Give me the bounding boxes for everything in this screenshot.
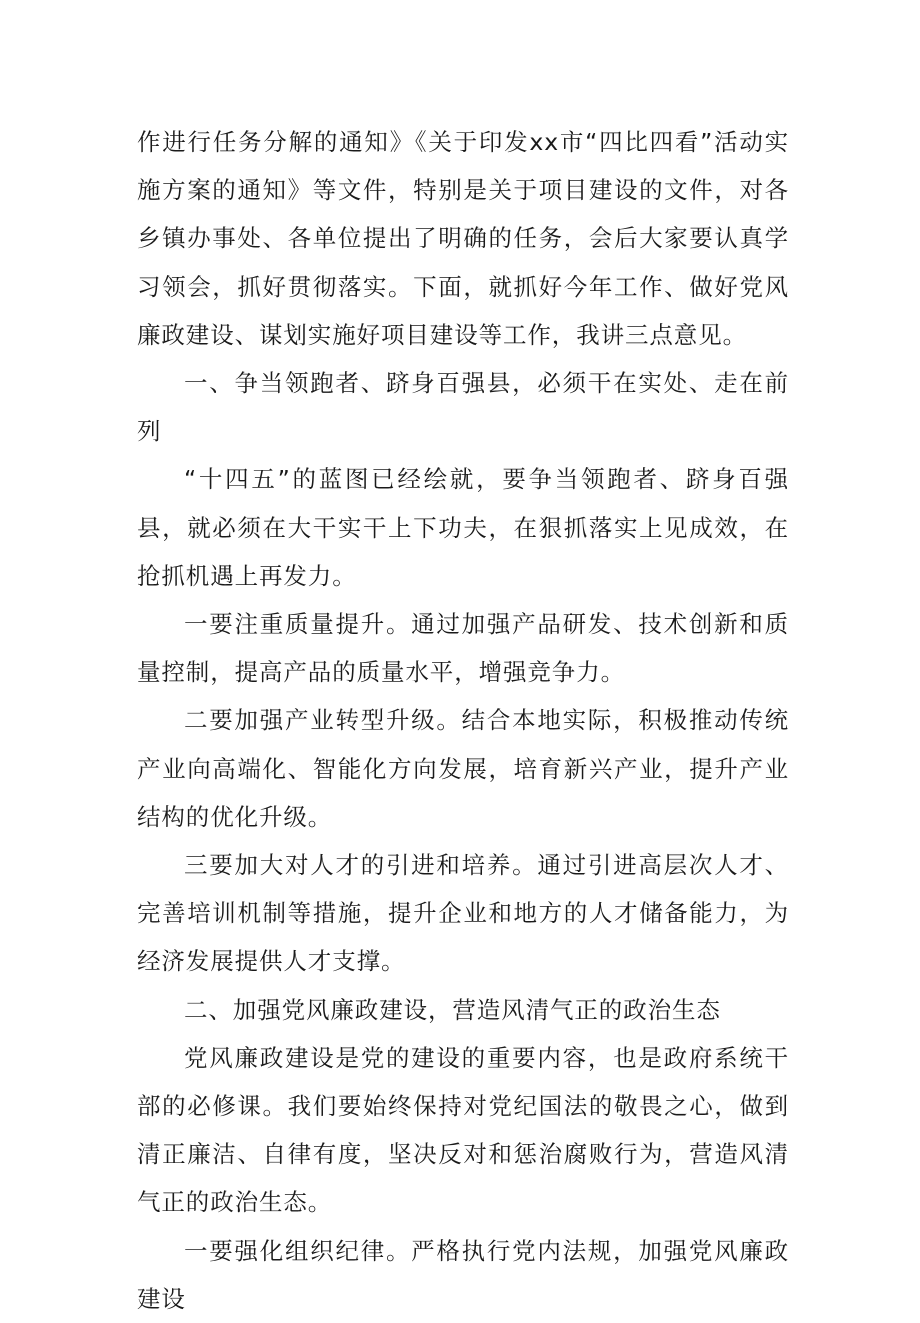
paragraph-intro-1: “十四五”的蓝图已经绘就，要争当领跑者、跻身百强县，就必须在大干实干上下功夫，在狠抓落实上见成效，在抢抓机遇上再发力。 bbox=[137, 465, 789, 590]
paragraph-point-4: 一要强化组织纪律。严格执行党内法规，加强党风廉政建设 bbox=[137, 1236, 789, 1313]
paragraph-point-3: 三要加大对人才的引进和培养。通过引进高层次人才、完善培训机制等措施，提升企业和地方的人才储备能力，为经济发展提供人才支撑。 bbox=[137, 851, 789, 976]
section-heading-1: 一、争当领跑者、跻身百强县，必须干在实处、走在前列 bbox=[137, 369, 789, 446]
paragraph-point-2: 二要加强产业转型升级。结合本地实际，积极推动传统产业向高端化、智能化方向发展，培育新兴产业，提升产业结构的优化升级。 bbox=[137, 706, 789, 831]
document-body bbox=[137, 118, 789, 1323]
section-heading-2: 二、加强党风廉政建设，营造风清气正的政治生态 bbox=[184, 995, 721, 1024]
paragraph-continuation: 作进行任务分解的通知》《关于印发xx市“四比四看”活动实施方案的通知》等文件，特别是关于项目建设的文件，对各乡镇办事处、各单位提出了明确的任务，会后大家要认真学习领会，抓好贯彻落实。下面，就抓好今年工作、做好党风廉政建设、谋划实施好项目建设等工作，我讲三点意见。 bbox=[137, 128, 789, 349]
paragraph-point-1: 一要注重质量提升。通过加强产品研发、技术创新和质量控制，提高产品的质量水平，增强竞争力。 bbox=[137, 610, 789, 687]
paragraph-intro-2: 党风廉政建设是党的建设的重要内容，也是政府系统干部的必修课。我们要始终保持对党纪国法的敬畏之心，做到清正廉洁、自律有度，坚决反对和惩治腐败行为，营造风清气正的政治生态。 bbox=[137, 1043, 789, 1217]
